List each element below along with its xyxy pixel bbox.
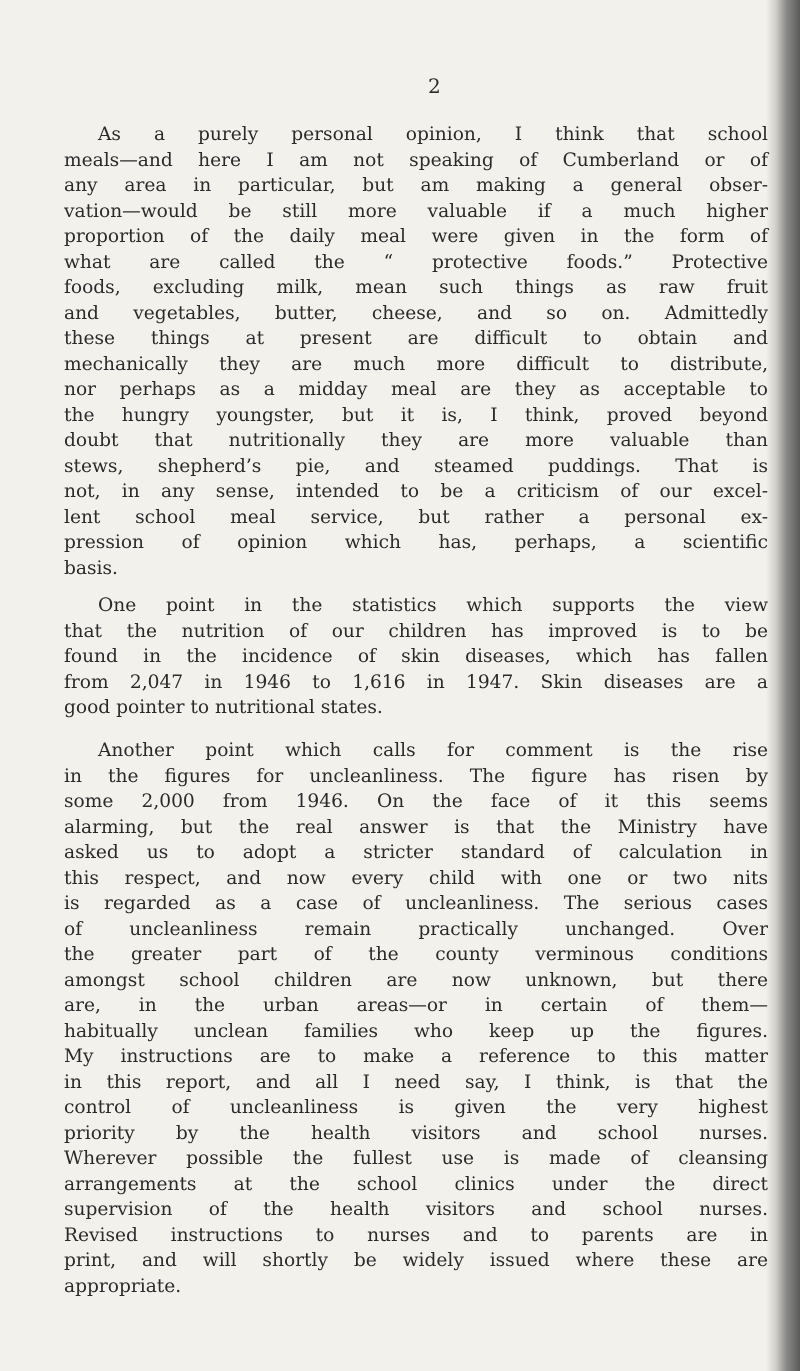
- text-line: nor perhaps as a midday meal are they as acceptable to: [64, 379, 768, 400]
- text-line: is regarded as a case of uncleanliness. The serious cases: [64, 893, 768, 914]
- page-number: 2: [428, 74, 441, 98]
- text-line: basis.: [64, 557, 118, 579]
- text-line: are, in the urban areas—or in certain of them—: [64, 995, 768, 1016]
- text-line: As a purely personal opinion, I think that school: [98, 124, 768, 145]
- text-line: that the nutrition of our children has improved is to be: [64, 620, 768, 642]
- text-line: what are called the “ protective foods.” Protective: [64, 251, 768, 273]
- text-line: these things at present are difficult to obtain and: [64, 328, 768, 349]
- paragraph-uncleanliness: [64, 738, 768, 1299]
- text-line: priority by the health visitors and school nurses.: [64, 1122, 768, 1144]
- text-line: supervision of the health visitors and school nurses.: [64, 1199, 768, 1220]
- text-line: arrangements at the school clinics under the direct: [64, 1173, 768, 1195]
- text-line: mechanically they are much more difficult to distribute,: [64, 353, 768, 375]
- text-line: this respect, and now every child with one or two nits: [64, 867, 768, 889]
- text-line: from 2,047 in 1946 to 1,616 in 1947. Skin diseases are a: [64, 671, 768, 693]
- text-line: print, and will shortly be widely issued where these are: [64, 1250, 768, 1271]
- text-line: meals—and here I am not speaking of Cumberland or of: [64, 149, 768, 171]
- text-line: appropriate.: [64, 1275, 182, 1297]
- page-binding-edge: [766, 0, 800, 1371]
- text-line: stews, shepherd’s pie, and steamed puddings. That is: [64, 455, 768, 477]
- paragraph-school-meals: [64, 122, 768, 581]
- text-line: pression of opinion which has, perhaps, a scientific: [64, 532, 768, 553]
- text-line: of uncleanliness remain practically unchanged. Over: [64, 918, 768, 940]
- text-line: the hungry youngster, but it is, I think, proved beyond: [64, 404, 768, 426]
- text-line: the greater part of the county verminous conditions: [64, 944, 768, 965]
- text-line: amongst school children are now unknown, but there: [64, 969, 768, 991]
- text-line: One point in the statistics which supports the view: [98, 595, 768, 616]
- text-line: asked us to adopt a stricter standard of calculation in: [64, 842, 768, 863]
- text-line: Another point which calls for comment is the rise: [98, 740, 768, 761]
- text-line: any area in particular, but am making a general obser-: [64, 175, 768, 196]
- text-line: good pointer to nutritional states.: [64, 697, 383, 718]
- text-line: vation—would be still more valuable if a much higher: [64, 200, 768, 222]
- text-line: My instructions are to make a reference to this matter: [64, 1046, 768, 1067]
- text-line: habitually unclean families who keep up the figures.: [64, 1020, 768, 1042]
- paragraph-skin-diseases: [64, 593, 768, 721]
- text-line: in the figures for uncleanliness. The figure has risen by: [64, 765, 768, 787]
- text-line: and vegetables, butter, cheese, and so on. Admittedly: [64, 302, 768, 324]
- text-line: Wherever possible the fullest use is made of cleansing: [64, 1148, 768, 1169]
- text-line: Revised instructions to nurses and to parents are in: [64, 1224, 768, 1246]
- text-line: found in the incidence of skin diseases, which has fallen: [64, 646, 768, 667]
- text-line: proportion of the daily meal were given in the form of: [64, 226, 768, 247]
- text-line: not, in any sense, intended to be a criticism of our excel-: [64, 481, 768, 502]
- text-line: alarming, but the real answer is that the Ministry have: [64, 816, 768, 838]
- text-line: lent school meal service, but rather a personal ex-: [64, 506, 768, 528]
- text-line: doubt that nutritionally they are more valuable than: [64, 430, 768, 451]
- text-line: control of uncleanliness is given the very highest: [64, 1097, 768, 1118]
- text-line: some 2,000 from 1946. On the face of it this seems: [64, 791, 768, 812]
- text-line: in this report, and all I need say, I think, is that the: [64, 1071, 768, 1093]
- text-line: foods, excluding milk, mean such things as raw fruit: [64, 277, 768, 298]
